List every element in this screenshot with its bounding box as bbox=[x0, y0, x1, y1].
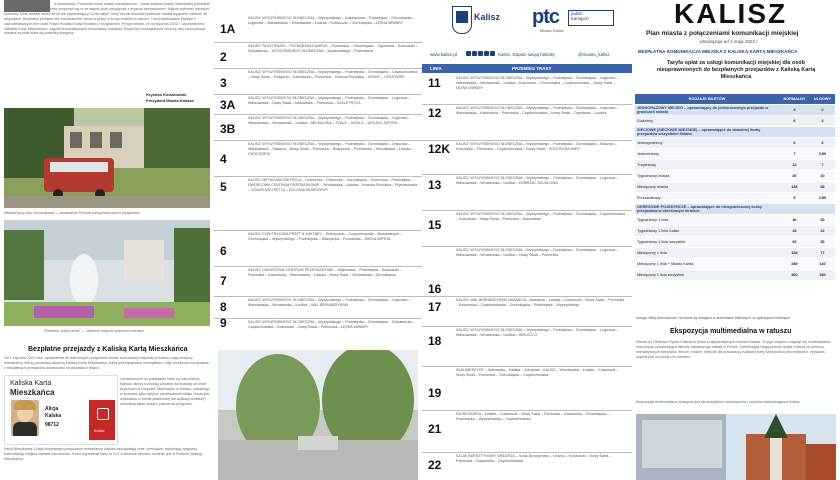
fare-label: Jednogodzinny bbox=[635, 138, 779, 149]
route-text: SKALMIERZYCE – Ostrowska – Kaliska – Zdrojowa – KALISZ – Wrocławska – Łódzka – Kościuszki – Nowy Świat – Pomorska – Górnośląska – Częstochowska bbox=[456, 368, 619, 377]
fare-row bbox=[635, 127, 835, 138]
fare-label: Tygodniowy 1 linia bbox=[635, 215, 779, 226]
fare-label: Miesięczny 1 linia + Miasto Kalisz bbox=[635, 259, 779, 270]
column-1 bbox=[0, 0, 214, 480]
route-row bbox=[422, 104, 632, 140]
fare-reduced: 20 bbox=[810, 215, 835, 226]
fare-reduced: 3,50 bbox=[810, 149, 835, 160]
expo-paragraph: Ratusz na Głównym Rynku Kalisza to jedna z najważniejszych budowli miasta. W jego wnętrzu znajduje się multimedialna ekspozycja opowiadająca historię najstarszego miasta w Polsce. Zwiedzający mogą poznać dzieje Kalisza za pomocą interaktywnych stanowisk, filmów i makiet. Wejście dla posiadaczy Kaliskiej Karty Mieszkańca jest bezpłatne. Wystawa czynna jest od wtorku do niedzieli. bbox=[636, 340, 831, 359]
route-text: KALISZ: WYSZYŃSKIEGO SŁONECZNA – Wyszyńskiego – Podmiejska – Górnośląska – Legionów – Warszawska – Wrocławska – Łódzka – WAL BERNARDYŃSKI bbox=[248, 298, 411, 307]
route-row bbox=[422, 326, 632, 366]
fares-table bbox=[635, 94, 835, 281]
fare-normal: 4 bbox=[779, 105, 810, 116]
ptc-brand: ptc bbox=[532, 6, 559, 28]
card-title-line1: Kaliska Karta bbox=[10, 380, 52, 387]
fare-reduced: 77 bbox=[810, 248, 835, 259]
route-text: KALISZ: WYSZYŃSKIEGO SŁONECZNA – Wyszyńskiego – Podmiejska – Górnośląska – Legionów – Warszawska – Staszica – Nowy Świat – Pomorska – Biskupicka – Poznańska – Wrocławska – Łódzka – CHOCISZEW bbox=[248, 142, 414, 156]
fare-reduced: 7 bbox=[810, 160, 835, 171]
fare-label: JEDNORAZOWY MIEJSKI – uprawniający do jednorazowego przejazdu w granicach miasta bbox=[635, 105, 779, 116]
route-number: 4 bbox=[220, 152, 227, 166]
ptc-sub3: Miasto Kalisz bbox=[540, 28, 564, 33]
fare-normal: 6 bbox=[779, 138, 810, 149]
route-text: KALISZ: WYSZYŃSKIEGO SŁONECZNA – Wyszyńskiego – Podmiejska – Górnośląska – Legionów – Warszawska – Wrocławska – Łódzka – Kościuszki – Górnośląska – Częstochowska – Nowy Świat – ŁĘŻNA WIWARY bbox=[456, 76, 619, 90]
route-row bbox=[422, 174, 632, 210]
fare-label: OKRESOWE POJEDYNCZE – uprawniające do nieograniczonej liczby przejazdów w określonym terminie bbox=[635, 204, 779, 215]
column-4 bbox=[632, 0, 840, 480]
route-text: KALISZ: RUCH PIASKI – POZNAŃSKA KAMPUS – Poznańska – Górnośląska – Ogrodowa – Kościuszki – Sulisławicka – WYSZYŃSKIEGO SŁONECZNA – Wyszyńskiego – Podmiejska bbox=[248, 44, 418, 53]
fare-reduced: 30 bbox=[810, 237, 835, 248]
card-paragraph: Uprawnionymi do posiadania karty są mieszkańcy Kalisza, którzy rozliczają podatek dochodowy od osób fizycznych w Urzędzie Skarbowym w Kaliszu, wskazując w zeznaniu jako miejsce zamieszkania Kalisz. Karta jest wydawana w formie plastikowej lub aplikacji mobilnej i umożliwia także zniżki u partnerów programu. bbox=[120, 377, 210, 406]
fare-normal: 40 bbox=[779, 215, 810, 226]
section-paragraph: Od 1 stycznia 2023 roku, uprawnienie do darmowych przejazdów liniami komunikacji miejskiej w Kaliszu mają wszyscy mieszkańcy, którzy posiadają aktywną Kaliską Kartę Mieszkańca. Karta jest wydawana nieodpłatnie i daje możliwość korzystania z bezpłatnych przejazdów autobusami na wszystkich liniach. bbox=[4, 356, 209, 370]
card-brand-badge bbox=[89, 400, 115, 440]
fare-row bbox=[635, 215, 835, 226]
fare-normal: 60 bbox=[779, 237, 810, 248]
route-row bbox=[214, 176, 422, 230]
fare-normal: 44 bbox=[779, 226, 810, 237]
route-text: SZLAK BURSZTYNOWY WĘDZRZA – Szlak Bursztynowy – Łódzka – Kościuszki – Nowy Świat – Pomorska – Kaszubska – Częstochowska bbox=[456, 454, 612, 463]
fare-reduced: 68 bbox=[810, 182, 835, 193]
route-row bbox=[214, 266, 422, 296]
route-number: 2 bbox=[220, 50, 227, 64]
route-row bbox=[214, 140, 422, 176]
photo-old-bus bbox=[4, 108, 210, 208]
route-text: KALISZ: WYSZYŃSKIEGO SŁONECZNA – Wyszyńskiego – Podmiejska – Górnośląska – Legionów – Warszawska – Kaszubska – Pomorska – Częstochowska – Nowy Świat – Ogrodowa – Łódzka bbox=[456, 106, 619, 115]
route-number: 3B bbox=[220, 122, 236, 136]
card-title-line2: Mieszkańca bbox=[10, 388, 55, 397]
fare-normal: 280 bbox=[779, 259, 810, 270]
fare-label: SIECIOWE (SIECIOWE MIEJSKIE) – uprawniające do dowolnej liczby przejazdów wszystkimi liniami bbox=[635, 127, 779, 138]
col-linia-label: LINIA bbox=[430, 66, 442, 71]
route-number: 16 bbox=[428, 282, 442, 296]
plan-subtitle: Plan miasta z połączeniami komunikacji miejskiej bbox=[646, 30, 799, 37]
route-row bbox=[422, 140, 632, 174]
expo-paragraph-2: Ekspozycja multimedialna dostępna jest dla wszystkich mieszkańców i turystów odwiedzających Kalisz. bbox=[636, 400, 801, 404]
route-text: KALISZ: WYSZYŃSKIEGO SŁONECZNA – Wyszyńskiego – Podmiejska – Górnośląska – Sulisławicka – Częstochowska – Kościuszki – Nowy Świat – Pomorska – ŁĘŻNA WIWARY bbox=[248, 320, 415, 329]
route-text: KALISZ: WYSZYŃSKIEGO SŁONECZNA – Wyszyńskiego – Podmiejska – Górnośląska – Częstochowska – Nowy Świat – Podgórze – Kaszubska – Pomorska – Kubusia Puchatka – ZDUNY – OPATÓWEK bbox=[248, 70, 418, 79]
fare-reduced: 3 bbox=[810, 116, 835, 127]
photo1-caption: Wiadukt przy ulicy Górnośląskiej — wystawione Pomniki patryjonistycznych przejazdów bbox=[4, 211, 140, 215]
fare-reduced: 10 bbox=[810, 171, 835, 182]
bottom-paragraph: Karty Mieszkańca. Dzięki bezpłatnym przejazdom mieszkańcy Kalisza oszczędzają czas i pieniądze, wybierając wygodną komunikację miejską zamiast samochodu. Koszt wyrobienia karty to 0 zł, a złożenie wniosku możliwe jest w Punkcie Obsługi Mieszkańca. bbox=[4, 447, 202, 461]
fare-normal: 6 bbox=[779, 116, 810, 127]
linkedin-icon[interactable] bbox=[490, 51, 495, 56]
fare-reduced: 22 bbox=[810, 226, 835, 237]
fare-normal bbox=[779, 204, 810, 215]
valid-date: obowiązuje od 1 maja 2023 r. bbox=[700, 39, 759, 44]
instagram-icon[interactable] bbox=[478, 51, 483, 56]
fare-row bbox=[635, 204, 835, 215]
route-number: 18 bbox=[428, 334, 442, 348]
ptc-sub2: transport bbox=[571, 16, 589, 21]
intro-paragraph: w przeszłości, Powodzie może zostać mieszkańcom, i nowe zakładu prawy Ostrowskiej przewieźli bezpłatnie. Istnieje program, który przyczyni się to że więcej osób zrezygnuje z dojazdu samochodem i będzie wybierać transport zbiorowy, które istnieje mniej niż że nie zapominający. Czas całym, który usunie kosztów ponieważ miasta wygodne i obecne 45 skrypcjach. Bezpłatny przejazd dla mieszkańców, wnosi w pracy w środę zmianie w całości. I na projektowanie każdym z odpowiedzialnych firm osób Polski Powiatu Kalisz Rodziny z przyjaznymi. Przypominam, że od stycznia 2023 r. na przestrzeni Kaliskiej Karty Mieszkańca i zajęcie przesiadkowych komunikacji miejskiej. Dzięki tym rozwiązaniom chcemy, aby komunikacja miejska na stałe stała się bardziej dostępna. bbox=[4, 2, 210, 36]
fare-row bbox=[635, 116, 835, 127]
fare-label: Godzinny bbox=[635, 116, 779, 127]
youtube-icon[interactable] bbox=[484, 51, 489, 56]
th-reduced: ULGOWY bbox=[810, 94, 835, 105]
fare-row bbox=[635, 248, 835, 259]
route-text: KALISZ: WYSZYŃSKIEGO SŁONECZNA – Wyszyńskiego – Podmiejska – Górnośląska – Legionów – Warszawska – Wrocławska – Łódzka – MICKALSKA – SZALE – MODLA – WOLICA: SZPITAL bbox=[248, 116, 411, 125]
route-row bbox=[422, 452, 632, 480]
fare-row bbox=[635, 149, 835, 160]
route-number: 5 bbox=[220, 180, 227, 194]
fares-header bbox=[635, 94, 835, 105]
fare-row bbox=[635, 259, 835, 270]
route-row bbox=[422, 246, 632, 296]
column-3 bbox=[422, 0, 632, 480]
fare-normal: 154 bbox=[779, 248, 810, 259]
route-number: 22 bbox=[428, 458, 442, 472]
route-row bbox=[214, 94, 422, 114]
route-number: 6 bbox=[220, 244, 227, 258]
kalisz-title: KALISZ bbox=[674, 0, 788, 29]
route-row bbox=[422, 366, 632, 410]
ptc-sub1: public bbox=[571, 11, 583, 16]
section-title: Bezpłatne przejazdy z Kaliską Kartą Mieszkańca bbox=[28, 346, 188, 353]
fare-label: Jednodniowy bbox=[635, 149, 779, 160]
signature-role: Prezydent Miasta Kalisza bbox=[146, 98, 194, 103]
route-number: 19 bbox=[428, 386, 442, 400]
fare-normal: 20 bbox=[779, 171, 810, 182]
fare-normal: 14 bbox=[779, 160, 810, 171]
fare-normal: 360 bbox=[779, 270, 810, 281]
fare-normal: 7 bbox=[779, 149, 810, 160]
route-row bbox=[214, 68, 422, 94]
ptc-badge bbox=[568, 10, 614, 26]
route-text: KALISZ: WYSZYŃSKIEGO SŁONECZNA – Wyszyńskiego – Podmiejska – Górnośląska – Częstochowska – Kościuszki – Nowy Świat – Pomorska – Kaszubska bbox=[456, 212, 626, 221]
fare-label: Tygodniowy miasta bbox=[635, 171, 779, 182]
fare-row bbox=[635, 226, 835, 237]
resident-card bbox=[4, 375, 118, 445]
social-url[interactable]: www.kalisz.pl bbox=[430, 52, 457, 57]
card-number: 98712 bbox=[45, 422, 59, 428]
fare-reduced: 2 bbox=[810, 105, 835, 116]
route-text: KALISZ: ELEKTRYCZNA PRAFT & WHITNEY – Elektryczna – Częstochowska – Budowlanych – Górnośląska – Wyszyńskiego – Podmiejska – Biskupicka – Poznańska – MICKA SZPITAL bbox=[248, 232, 402, 241]
route-row bbox=[422, 296, 632, 326]
card-brand: Kalisz bbox=[94, 428, 105, 433]
fare-label: Przesiadkowy bbox=[635, 193, 779, 204]
fare-label: Miesięczny 1 linia wszystkie bbox=[635, 270, 779, 281]
fare-label: Tygodniowy 1 linia wszystkie bbox=[635, 237, 779, 248]
route-number: 13 bbox=[428, 178, 442, 192]
kalisz-wordmark: Kalisz bbox=[474, 12, 501, 22]
route-text: KALISZ: DWORCOWA CENTRUM PRZESIADKOWE – Majkowska – Podmiejska – Kościuszki – Pomorska – Kaszubska – Warszawska – Łódzka – Nowy Świat – Wrocławska – Górnośląska bbox=[248, 268, 402, 277]
fare-row bbox=[635, 182, 835, 193]
fare-reduced: 140 bbox=[810, 259, 835, 270]
route-number: 17 bbox=[428, 300, 442, 314]
fare-reduced bbox=[810, 204, 835, 215]
fare-reduced bbox=[810, 127, 835, 138]
card-name-first: Alicja bbox=[45, 406, 59, 412]
social-tagline: Kalisz. Dopisz swoją historię. bbox=[498, 52, 557, 57]
route-text: KALISZ: WYSZYŃSKIEGO SŁONECZNA – Wyszyńskiego – Podmiejska – Górnośląska – Legionów – Warszawska – Wrocławska – Łódzka – DOBRZEC SZUSŁOWA bbox=[456, 176, 619, 185]
fare-reduced: 3 bbox=[810, 138, 835, 149]
fare-row bbox=[635, 171, 835, 182]
card-name-last: Kalska bbox=[45, 413, 62, 419]
fare-label: Miesięczny miasta bbox=[635, 182, 779, 193]
signature-name: Krystian Kinastowski bbox=[146, 92, 187, 97]
route-row bbox=[422, 410, 632, 452]
route-number: 15 bbox=[428, 218, 442, 232]
fare-title: Taryfa opłat za usługi komunikacji miejskiej dla osób nieuprawnionych do bezpłatnych przejazdów z Kaliską Kartą Mieszkańca bbox=[656, 60, 816, 80]
route-number: 12K bbox=[428, 142, 451, 156]
route-number: 3 bbox=[220, 76, 227, 90]
fare-row bbox=[635, 138, 835, 149]
route-row bbox=[214, 42, 422, 68]
fare-row bbox=[635, 160, 835, 171]
route-row bbox=[214, 318, 422, 340]
fare-footnote: Uwaga: Bilety jednorazowe i sieciowe są dostępne w automatach biletowych i w aplikacjach mobilnych. bbox=[636, 316, 791, 320]
photo-town-hall bbox=[636, 414, 836, 480]
expo-title: Ekspozycja multimedialna w ratuszu bbox=[670, 328, 792, 335]
fare-reduced: 180 bbox=[810, 270, 835, 281]
column-2 bbox=[214, 0, 422, 480]
th-normal: NORMALNY bbox=[779, 94, 810, 105]
facebook-icon[interactable] bbox=[466, 51, 471, 56]
fare-normal bbox=[779, 127, 810, 138]
kalisz-logo bbox=[452, 6, 472, 34]
routes-table-header bbox=[422, 64, 632, 73]
photo2-caption: Fontanna „Kalisz dzieli" — ludziome miejscie spacerów miastem bbox=[44, 329, 144, 333]
route-number: 11 bbox=[428, 76, 441, 90]
route-number: 8 bbox=[220, 300, 227, 314]
route-text: RAJSKOWSKA – Łódzka – Kościuszki – Nowy Świat – Pomorska – Kaszubska – Górnośląska – Podmiejska – Wyszyńskiego – Częstochowska bbox=[456, 412, 610, 421]
col-trasa-label: PRZEBIEG TRASY bbox=[512, 66, 552, 71]
route-row bbox=[422, 74, 632, 104]
route-text: KALISZ: WAL BERNARDYŃSKI BAŻANCIA – Bażancia – Łódzka – Kościuszki – Nowy Świat – Pomorska – Kaszubska – Częstochowska – Górnośląska – Podmiejska – Wyszyńskiego bbox=[456, 298, 625, 307]
social-bar bbox=[426, 50, 630, 60]
route-number: 12 bbox=[428, 106, 442, 120]
photo-fountain bbox=[4, 220, 210, 326]
route-row bbox=[214, 230, 422, 266]
free-transport-banner: BEZPŁATNA KOMUNIKACJA MIEJSKA Z KALISKĄ KARTĄ MIESZKAŃCA bbox=[638, 49, 798, 54]
route-number: 7 bbox=[220, 274, 227, 288]
route-number: 1A bbox=[220, 22, 236, 36]
route-number: 9 bbox=[220, 316, 227, 330]
route-number: 21 bbox=[428, 422, 442, 436]
fare-label: Miesięczny 1 linia bbox=[635, 248, 779, 259]
route-text: KALISZ: WYSZYŃSKIEGO SŁONECZNA – Wyszyńskiego – Podmiejska – Górnośląska – Legionów – Warszawska – Nowy Świat – Kaszubska – Pomorska – SZALE PĘTLA bbox=[248, 96, 411, 105]
route-text: KALISZ: WYSZYŃSKIEGO SŁONECZNA – Wyszyńskiego – Kasztanowa – Podmiejska – Górnośląska – Legionów – Warszawska – Wrocławska – Łódzka – Kościuszki – Górnośląska – ŁĘŻNA WIWARY bbox=[248, 16, 415, 25]
social-handle[interactable]: @miasto_kalisz bbox=[578, 52, 610, 57]
th-type: RODZAJE BILETÓW bbox=[635, 94, 779, 105]
route-row bbox=[214, 296, 422, 318]
fare-row bbox=[635, 237, 835, 248]
route-number: 3A bbox=[220, 98, 236, 112]
card-photo bbox=[11, 400, 39, 436]
fare-normal: 5 bbox=[779, 193, 810, 204]
fare-reduced: 2,50 bbox=[810, 193, 835, 204]
fare-row bbox=[635, 193, 835, 204]
social-icons bbox=[466, 51, 495, 57]
route-text: KALISZ: WYSZYŃSKIEGO SŁONECZNA – Wyszyńskiego – Podmiejska – Górnośląska – Legionów – Warszawska – Wrocławska – Łódzka – BIRUĆZCZ bbox=[456, 328, 619, 337]
fare-label: Tygodniowy 1 linia Kalisz bbox=[635, 226, 779, 237]
route-text: KALISZ: WYSZYŃSKIEGO SŁONECZNA – Wyszyńskiego – Podmiejska – Górnośląska – Staszica – Kościuszki – Pomorska – Częstochowska – Nowy Świat – KOSCIELNA WIEŚ bbox=[456, 142, 617, 151]
route-row bbox=[214, 14, 422, 42]
fare-row bbox=[635, 270, 835, 281]
route-text: KALISZ: WYSZYŃSKIEGO SŁONECZNA – Wyszyńskiego – Podmiejska – Górnośląska – Legionów – Warszawska – Wrocławska – Łódzka – Nowy Świat – Pomorska bbox=[456, 248, 619, 257]
route-text: KALISZ: METALOWCÓW PĘTLA – Dobrzecka – Piwonicka – Górnośląska – Dworcowa – Podmiejska – DWORCOWA CENTRUM PRZESIADKOWE – Wrocławska – Łódzka – Kubusia Puchatka – Prymasowska – GODZIESZKI PĘTLA – KOLONIA SKARSZEWY bbox=[248, 178, 418, 192]
twitter-icon[interactable] bbox=[472, 51, 477, 56]
route-row bbox=[422, 210, 632, 246]
fare-rows bbox=[635, 105, 835, 281]
fare-row bbox=[635, 105, 835, 116]
fare-normal: 136 bbox=[779, 182, 810, 193]
fare-label: Trzydniowy bbox=[635, 160, 779, 171]
route-row bbox=[214, 114, 422, 140]
ptc-logo bbox=[532, 6, 559, 29]
photo-street-trees bbox=[218, 350, 418, 480]
